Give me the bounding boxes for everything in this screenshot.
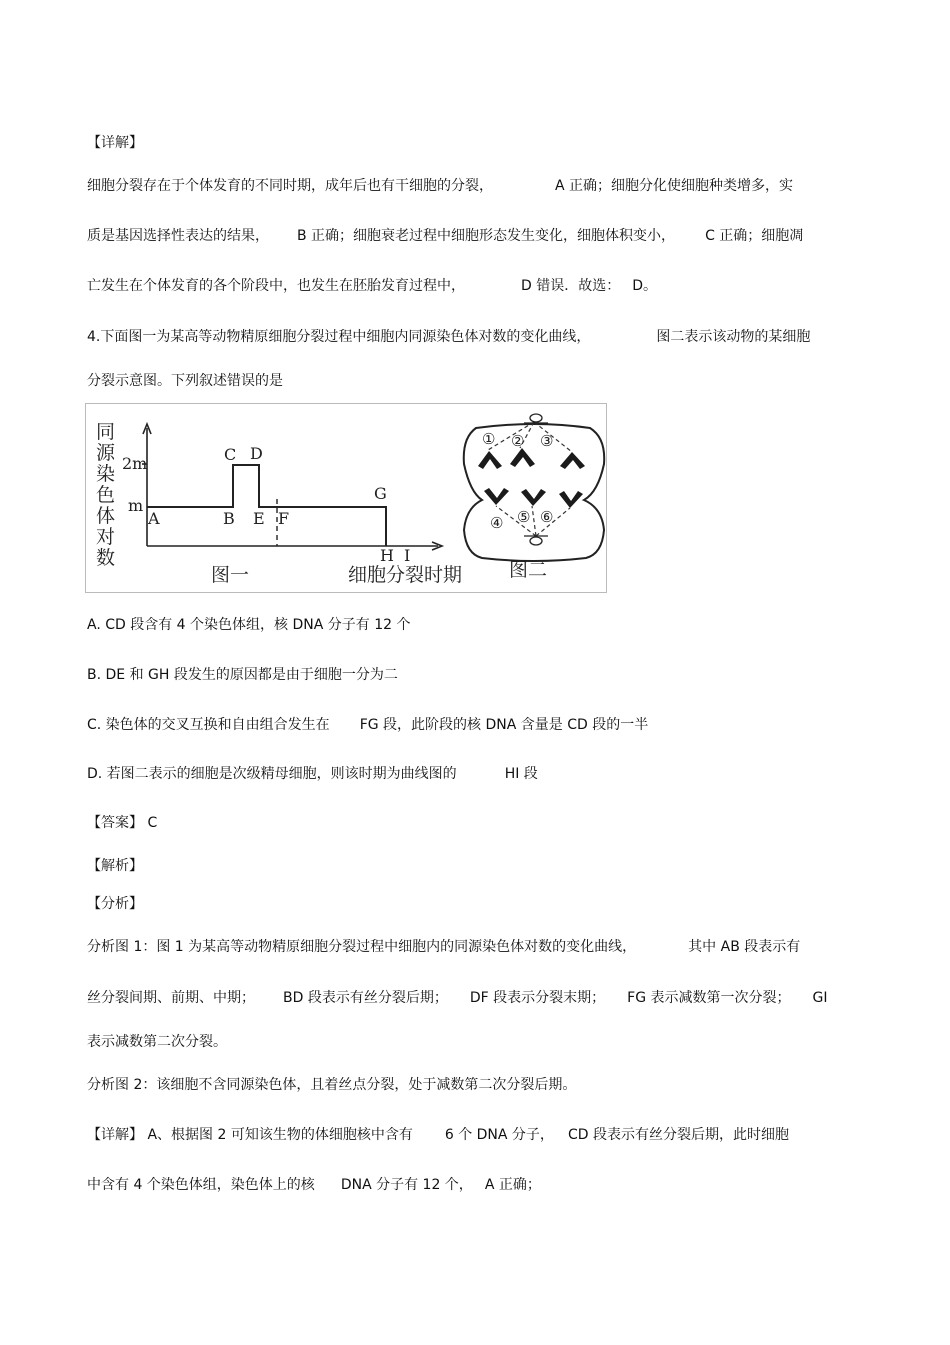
jiexi-heading: 【解析】 (87, 858, 143, 874)
option-C-a: C. 染色体的交叉互换和自由组合发生在 (87, 717, 330, 733)
option-D (87, 764, 538, 784)
analysis1-line-2-d: FG 表示减数第一次分裂； (627, 990, 791, 1006)
p1-line-1 (87, 176, 793, 196)
caption-fig2: 图二 (509, 559, 548, 581)
detail2-line-1 (87, 1125, 789, 1145)
circle-label-4: ④ (490, 514, 504, 532)
ylabel-char-1: 源 (96, 442, 116, 464)
q4-line-1 (87, 327, 810, 347)
p1-line-1-b: A 正确；细胞分化使细胞种类增多，实 (555, 178, 794, 194)
caption-fig1: 图一 (211, 564, 250, 586)
p1-line-3 (87, 276, 657, 296)
ytick-m: m (128, 496, 144, 515)
analysis1-line-1 (87, 937, 800, 957)
q4-line-2: 分裂示意图。下列叙述错误的是 (87, 373, 283, 389)
analysis1-line-3: 表示减数第二次分裂。 (87, 1034, 227, 1050)
ylabel-char-4: 体 (96, 505, 116, 527)
label-F: F (278, 509, 290, 528)
chromosome-4 (484, 488, 509, 505)
ylabel-char-2: 染 (96, 463, 116, 485)
answer: 【答案】 C (87, 815, 158, 831)
centriole-bottom (530, 537, 542, 545)
chromosome-6 (559, 491, 583, 508)
figure-svg (86, 404, 606, 592)
analysis1-line-2-b: BD 段表示有丝分裂后期； (283, 990, 448, 1006)
analysis-figure-2: 分析图 2：该细胞不含同源染色体，且着丝点分裂，处于减数第二次分裂后期。 (87, 1077, 577, 1093)
fenxi-heading: 【分析】 (87, 896, 143, 912)
label-D: D (250, 444, 263, 463)
analysis1-line-1-a: 分析图 1：图 1 为某高等动物精原细胞分裂过程中细胞内的同源染色体对数的变化曲线， (87, 939, 637, 955)
label-I: I (404, 546, 411, 565)
label-H: H (380, 546, 394, 565)
option-D-b: HI 段 (504, 766, 538, 782)
option-A: A. CD 段含有 4 个染色体组，核 DNA 分子有 12 个 (87, 617, 411, 633)
chromosome-2 (510, 448, 535, 467)
circle-label-5: ⑤ (517, 508, 531, 526)
p1-line-2 (87, 226, 803, 246)
spindle-fiber-5 (532, 506, 536, 536)
circle-label-6: ⑥ (540, 508, 554, 526)
p1-line-1-a: 细胞分裂存在于个体发育的不同时期，成年后也有干细胞的分裂， (87, 178, 493, 194)
q4-line-1-a: 4.下面图一为某高等动物精原细胞分裂过程中细胞内同源染色体对数的变化曲线， (87, 329, 591, 345)
xiangjie-heading: 【详解】 (87, 135, 143, 151)
circle-label-1: ① (482, 430, 496, 448)
chromosome-5 (521, 489, 546, 506)
curve (147, 465, 386, 546)
label-B: B (223, 509, 235, 528)
detail2-line-2-c: A 正确； (484, 1177, 541, 1193)
analysis1-line-2-e: GI (812, 990, 828, 1006)
ylabel-char-3: 色 (96, 484, 116, 506)
circle-label-2: ② (511, 432, 525, 450)
circle-label-3: ③ (540, 432, 554, 450)
label-A: A (148, 509, 160, 528)
p1-line-2-a: 质是基因选择性表达的结果， (87, 228, 269, 244)
p1-line-2-c: C 正确；细胞凋 (705, 228, 804, 244)
label-E: E (253, 509, 265, 528)
label-G: G (374, 484, 387, 503)
centriole-top (530, 414, 542, 422)
ylabel-char-5: 对 (96, 526, 116, 548)
analysis1-line-1-b: 其中 AB 段表示有 (688, 939, 801, 955)
ytick-2m: 2m (122, 454, 148, 473)
detail2-line-1-b: 6 个 DNA 分子， (444, 1127, 554, 1143)
option-C-b: FG 段，此阶段的核 DNA 含量是 CD 段的一半 (359, 717, 649, 733)
ylabel-char-6: 数 (96, 547, 116, 569)
analysis1-line-2-c: DF 段表示分裂末期； (469, 990, 606, 1006)
option-D-a: D. 若图二表示的细胞是次级精母细胞，则该时期为曲线图的 (87, 766, 457, 782)
detail2-line-1-c: CD 段表示有丝分裂后期，此时细胞 (567, 1127, 789, 1143)
detail2-line-2 (87, 1175, 541, 1195)
p1-line-3-a: 亡发生在个体发育的各个阶段中，也发生在胚胎发育过程中， (87, 278, 465, 294)
question-figure (85, 403, 607, 593)
chromosome-1 (478, 451, 502, 469)
p1-line-3-b: D 错误．故选： (521, 278, 621, 294)
q4-line-1-b: 图二表示该动物的某细胞 (656, 329, 811, 345)
chromosome-3 (560, 452, 585, 469)
ylabel-char-0: 同 (96, 421, 116, 443)
detail2-line-2-a: 中含有 4 个染色体组，染色体上的核 (87, 1177, 315, 1193)
xaxis-label: 细胞分裂时期 (348, 564, 463, 586)
analysis1-line-2 (87, 988, 827, 1008)
option-C (87, 715, 648, 735)
detail2-line-2-b: DNA 分子有 12 个， (340, 1177, 473, 1193)
label-C: C (224, 445, 237, 464)
option-B: B. DE 和 GH 段发生的原因都是由于细胞一分为二 (87, 667, 398, 683)
p1-line-3-c: D。 (632, 278, 658, 294)
p1-line-2-b: B 正确；细胞衰老过程中细胞形态发生变化，细胞体积变小， (297, 228, 676, 244)
detail2-line-1-a: 【详解】 A、根据图 2 可知该生物的体细胞核中含有 (87, 1127, 413, 1143)
analysis1-line-2-a: 丝分裂间期、前期、中期； (87, 990, 255, 1006)
